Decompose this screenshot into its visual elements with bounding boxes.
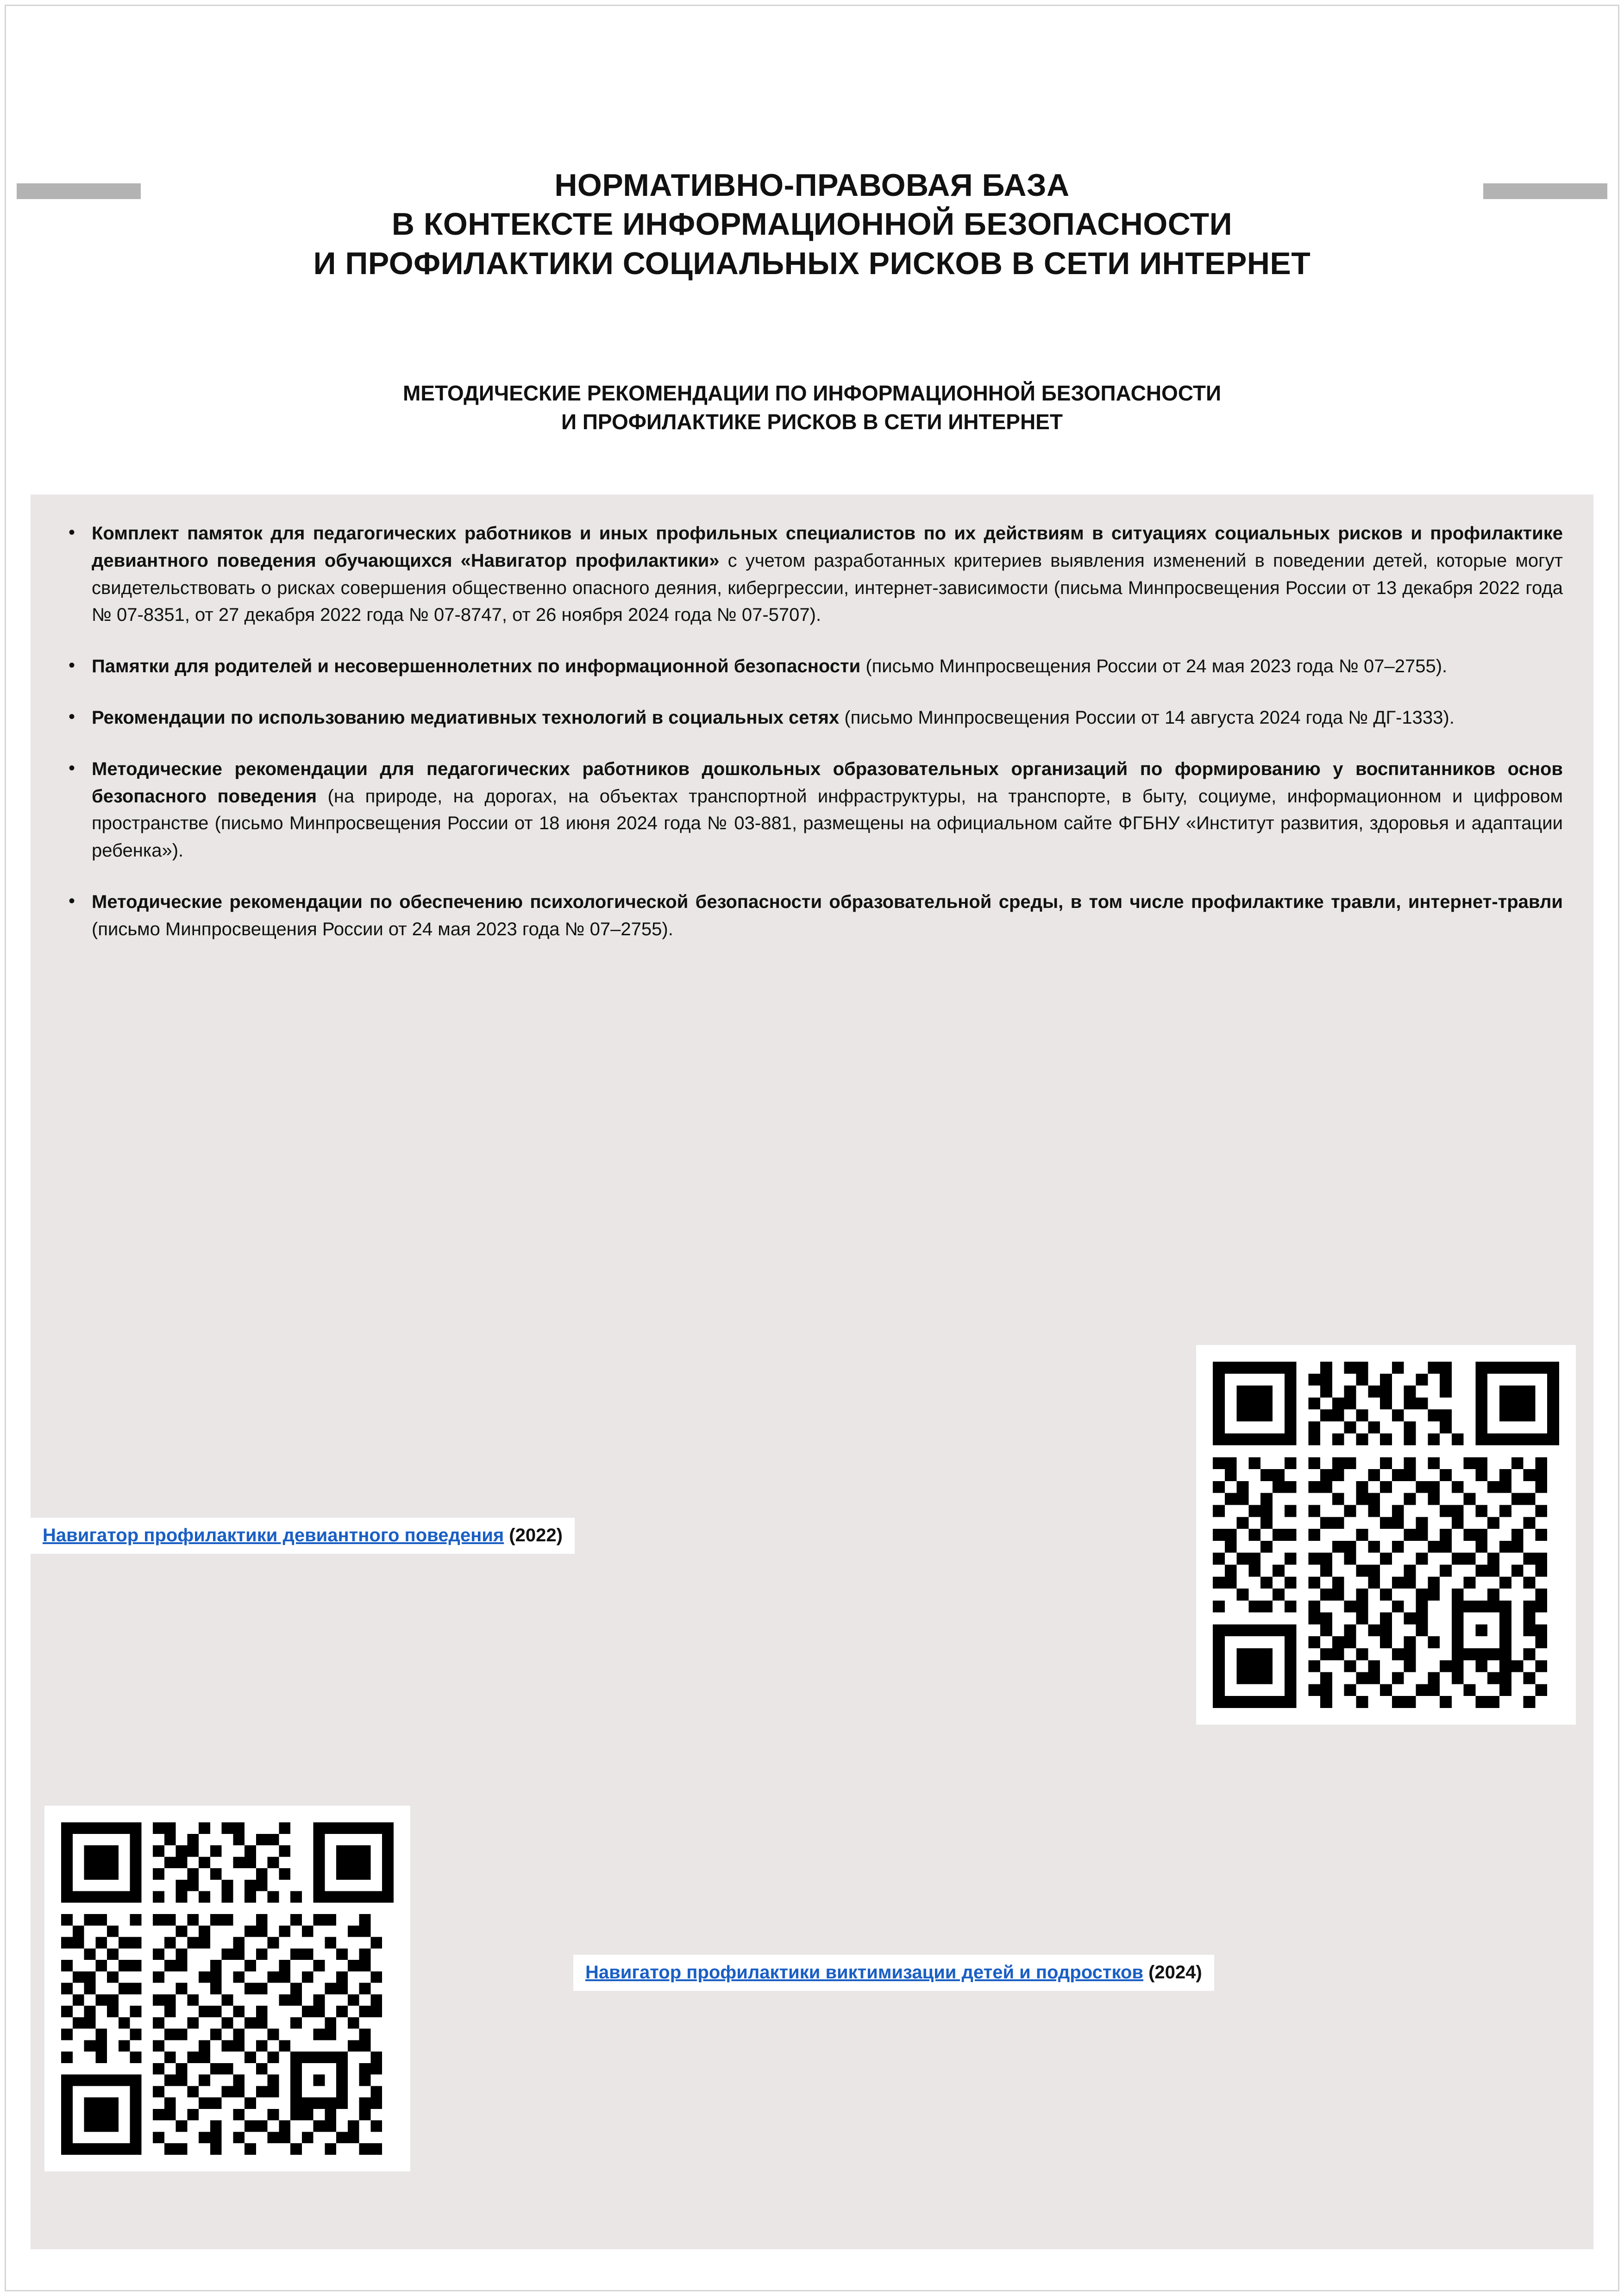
qr-code-navigator-victimization-2024[interactable]	[44, 1806, 410, 2171]
link-navigator-deviant[interactable]	[31, 1518, 575, 1554]
title-line-3: И ПРОФИЛАКТИКИ СОЦИАЛЬНЫХ РИСКОВ В СЕТИ ИНТЕРНЕТ	[313, 245, 1311, 281]
bullet-bold-lead: Методические рекомендации по обеспечению психологической безопасности образовательной среды, в том числе профилактике травли, интернет-травли	[92, 891, 1563, 912]
subtitle-line-1: МЕТОДИЧЕСКИЕ РЕКОМЕНДАЦИИ ПО ИНФОРМАЦИОННОЙ БЕЗОПАСНОСТИ	[402, 381, 1222, 405]
bullet-bold-lead: Памятки для родителей и несовершеннолетних по информационной безопасности	[92, 656, 861, 677]
list-item	[61, 520, 1563, 629]
qr-code-navigator-deviant-2022[interactable]	[1196, 1345, 1576, 1725]
bullet-rest: (письмо Минпросвещения России от 24 мая 2023 года № 07–2755).	[860, 656, 1448, 677]
title-line-2: В КОНТЕКСТЕ ИНФОРМАЦИОННОЙ БЕЗОПАСНОСТИ	[391, 206, 1233, 242]
bullet-rest: (письмо Минпросвещения России от 24 мая 2023 года № 07–2755).	[92, 919, 673, 939]
subtitle-line-2: И ПРОФИЛАКТИКЕ РИСКОВ В СЕТИ ИНТЕРНЕТ	[561, 410, 1063, 434]
list-item	[61, 653, 1563, 680]
link-year: (2022)	[504, 1525, 563, 1545]
bullet-rest: с учетом разработанных критериев выявления изменений в поведении детей, которые могут свидетельствовать о рисках совершения общественно опасного деяния, кибергрессии, интернет-зависимости (письма Минпросвещения России от 13 декабря 2022 года № 07-8351, от 27 декабря 2022 года № 07-8747, от 26 ноября 2024 года № 07-5707).	[92, 550, 1563, 626]
link-label[interactable]: Навигатор профилактики девиантного поведения	[43, 1525, 504, 1545]
qr-icon	[61, 1822, 394, 2155]
list-item	[61, 888, 1563, 943]
bullet-rest: (письмо Минпросвещения России от 14 августа 2024 года № ДГ-1333).	[839, 707, 1455, 728]
bullet-bold-lead: Методические рекомендации для педагогических работников дошкольных образовательных организаций по формированию у воспитанников основ безопасного поведения	[92, 758, 1563, 807]
link-label[interactable]: Навигатор профилактики виктимизации детей и подростков	[585, 1962, 1143, 1983]
list-item	[61, 704, 1563, 732]
bullet-bold-lead: Рекомендации по использованию медиативных технологий в социальных сетях	[92, 707, 840, 728]
qr-icon	[1213, 1362, 1559, 1708]
page-subtitle	[139, 379, 1485, 436]
link-year: (2024)	[1143, 1962, 1202, 1983]
page-title	[83, 166, 1541, 283]
list-item	[61, 756, 1563, 864]
bullet-list	[31, 498, 1593, 967]
bullet-bold-lead: Комплект памяток для педагогических работников и иных профильных специалистов по их действиям в ситуациях социальных рисков и профилактике девиантного поведения обучающихся «Навигатор профилактики»	[92, 523, 1563, 571]
bullet-rest: (на природе, на дорогах, на объектах транспортной инфраструктуры, на транспорте, в быту, социуме, информационном и цифровом пространстве (письмо Минпросвещения России от 18 июня 2024 года № 03-881, размещены на официальном сайте ФГБНУ «Институт развития, здоровья и адаптации ребенка»).	[92, 786, 1563, 861]
link-navigator-victimization[interactable]	[573, 1955, 1214, 1991]
title-line-1: НОРМАТИВНО-ПРАВОВАЯ БАЗА	[554, 168, 1070, 203]
